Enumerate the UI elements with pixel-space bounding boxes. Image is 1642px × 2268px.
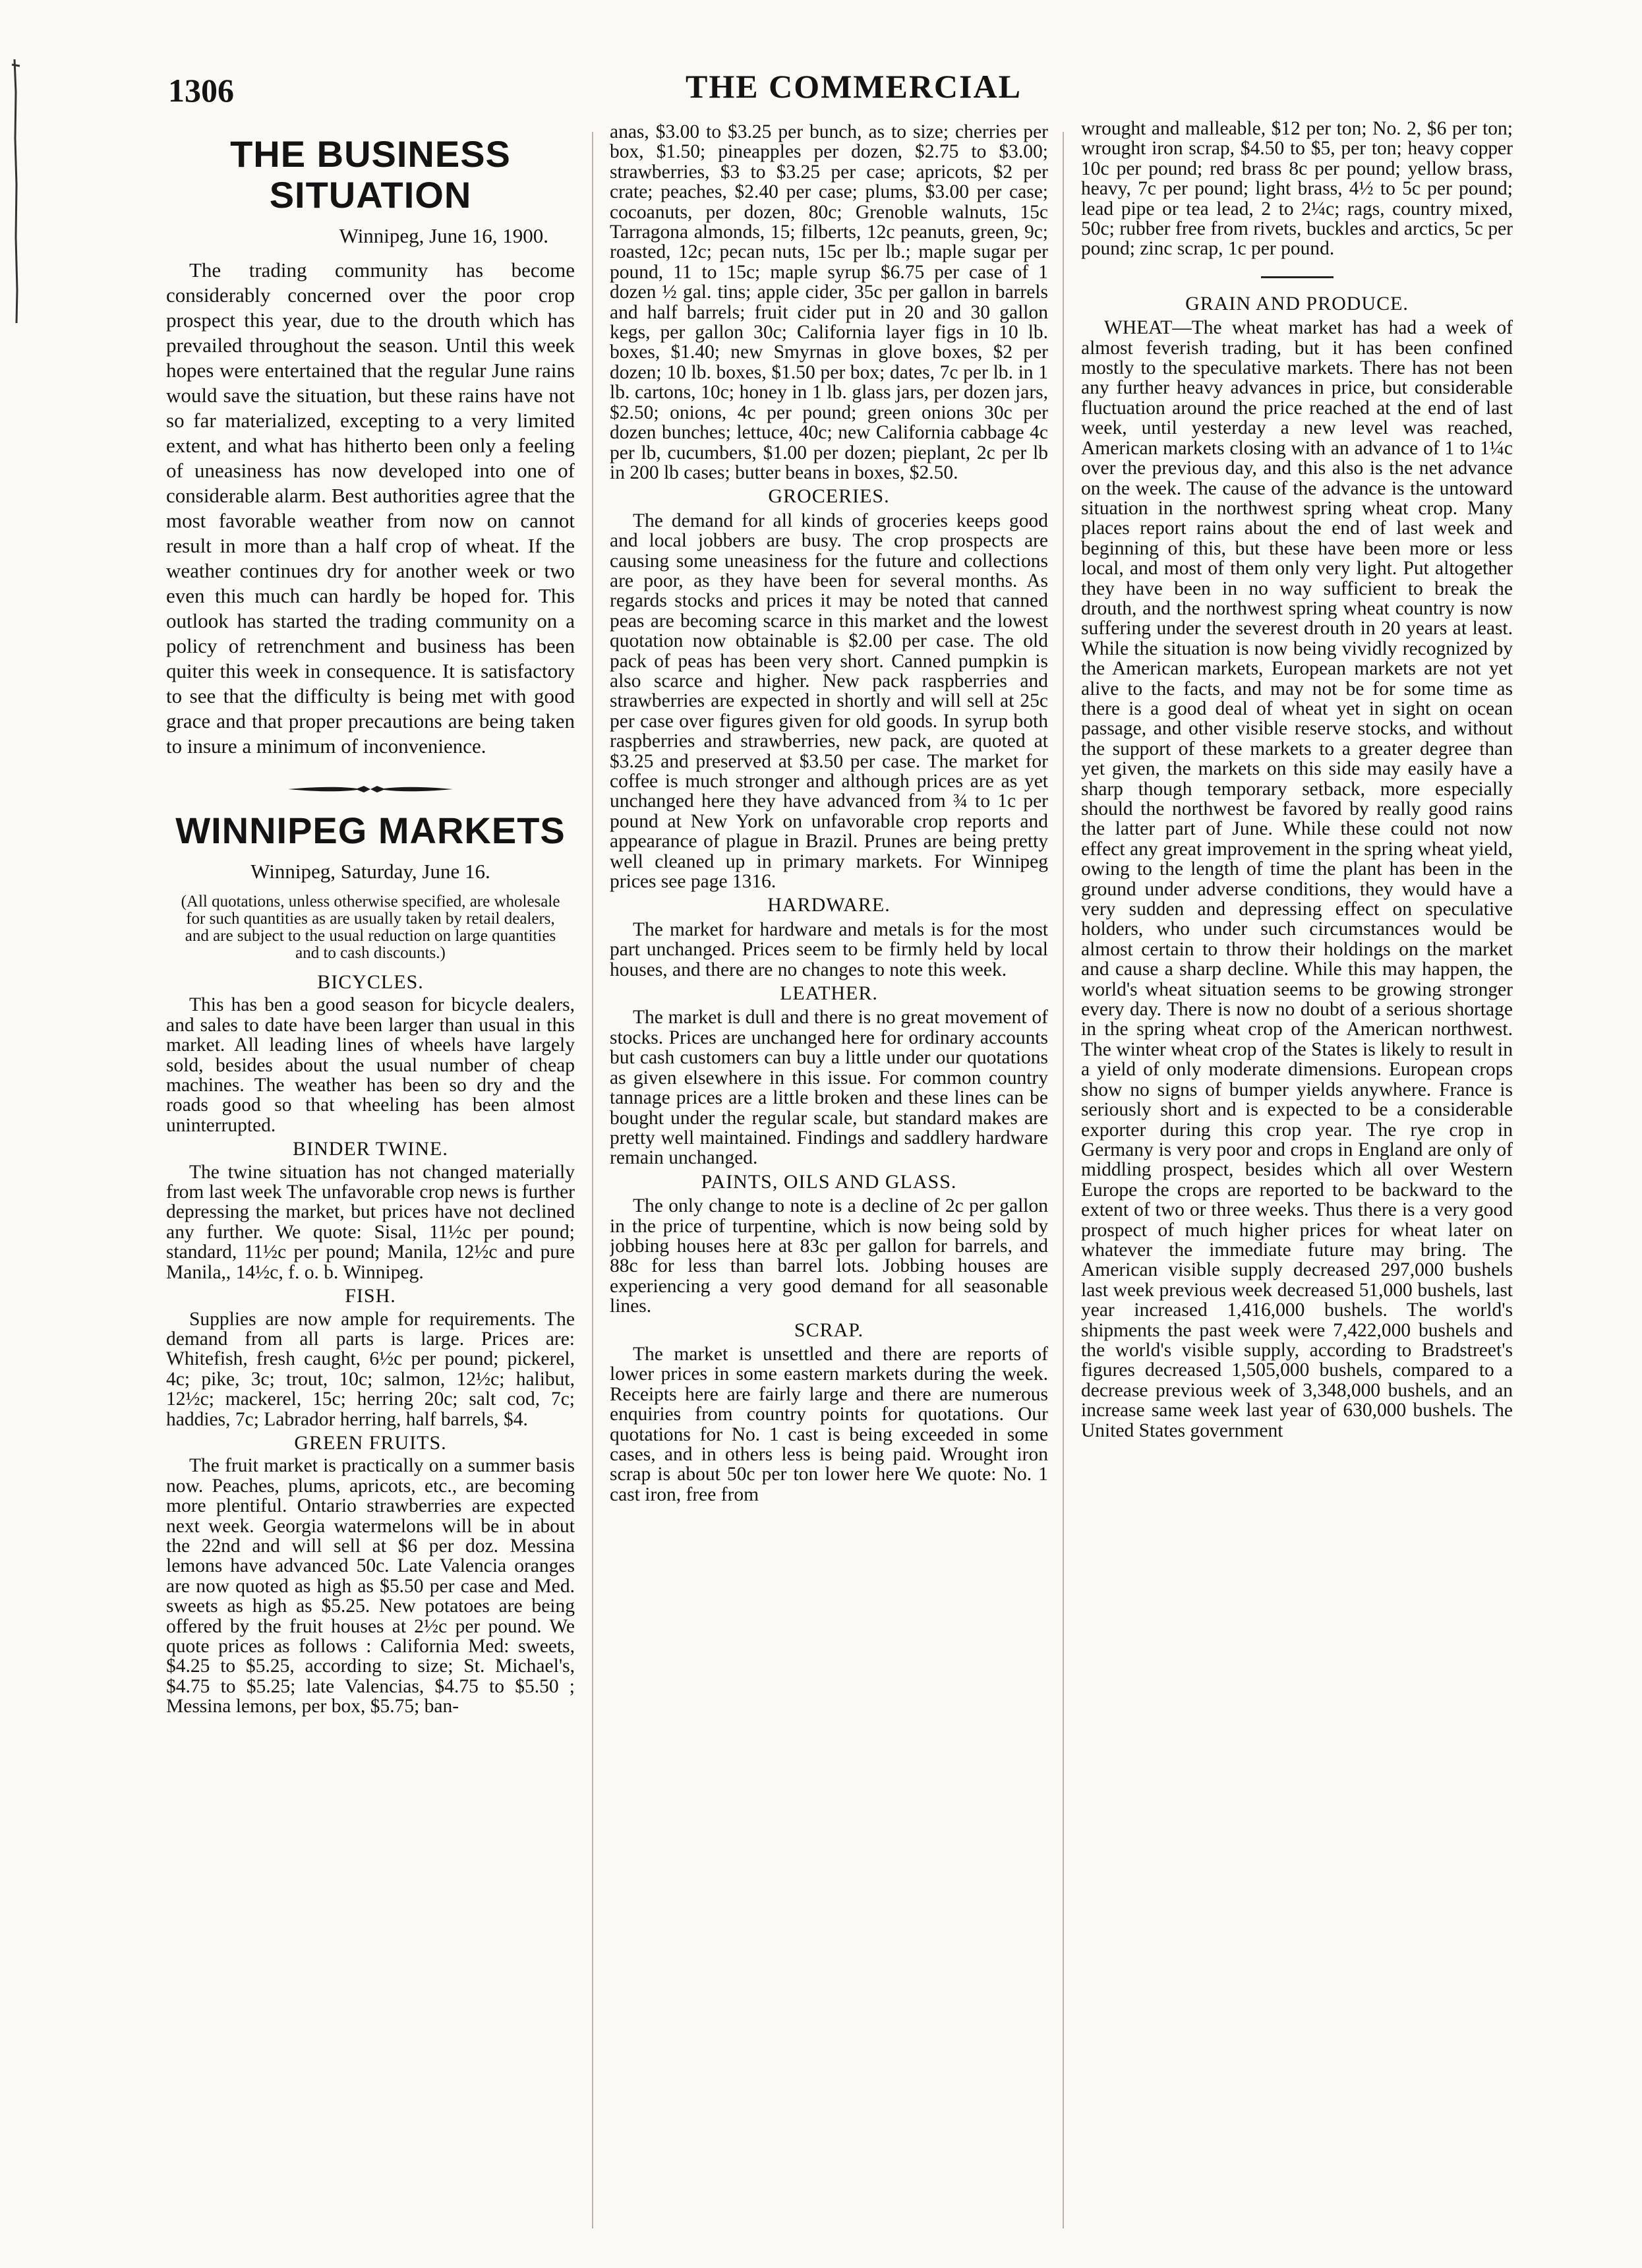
grain-produce-heading: GRAIN AND PRODUCE. — [1185, 292, 1409, 314]
scrap-continued: wrought and malleable, $12 per ton; No. 2, $6 per ton; wrought iron scrap, $4.50 to $5, per ton; heavy copper 10c per pound; red brass 8c per pound; yellow brass, heavy, 7c per pound; light brass, 4½ to 5c per pound; lead pipe or tea lead, 2 to 2¼c; rags, country mixed, 50c; rubber free from rivets, buckles and arctics, 5c per pound; zinc scrap, 1c per pound. — [1081, 119, 1513, 260]
quotations-note: (All quotations, unless otherwise specified, are wholesale for such quantities as are usually taken by retail dealers, and are subject to the usual reduction on large quantities and to cash discounts.) — [181, 893, 560, 962]
green-fruits-body: The fruit market is practically on a summer basis now. Peaches, plums, apricots, etc., are becoming more plentiful. Ontario strawberries are expected next week. Georgia watermelons will be in about the 22nd and will sell at $6 per doz. Messina lemons have advanced 50c. Late Valencia oranges are now quoted as high as $5.50 per case and Med. sweets as high as $5.25. New potatoes are being offered by the fruit houses at 2½c per pound. We quote prices as follows : California Med: sweets, $4.25 to $5.25, according to size; St. Michael's, $4.75 to $5.25; late Valencias, $4.75 to $5.50 ; Messina lemons, per box, $5.75; ban- — [166, 1455, 575, 1717]
bicycles-heading: BICYCLES. — [317, 971, 424, 993]
column-divider — [592, 132, 593, 2228]
page-number: 1306 — [168, 72, 234, 109]
leather-heading: LEATHER. — [780, 982, 878, 1005]
business-body: The trading community has become considerably concerned over the poor crop prospect this year, due to the drouth which has prevailed throughout the season. Until this week hopes were entertained that the regular June rains would save the situation, but these rains have not so far materialized, excepting to a very limited extent, and what has hitherto been only a feeling of uneasiness has now developed into one of considerable alarm. Best authorities agree that the most favorable weather from now on cannot result in more than a half crop of wheat. If the weather continues dry for another week or two even this much can hardly be hoped for. This outlook has started the trading community on a policy of retrenchment and business has been quiter this week in consequence. It is satisfactory to see that the difficulty is being met with good grace and that proper precautions are being taken to insure a minimum of inconvenience. — [166, 258, 575, 758]
column-1 — [166, 122, 575, 2232]
scrap-body: The market is unsettled and there are reports of lower prices in some eastern markets during the week. Receipts here are fairly large and there are numerous enquiries from country points for quotations. Our quotations for No. 1 cast is being exceeded in some cases, and in others less is being paid. Wrought iron scrap is about 50c per ton lower here We quote: No. 1 cast iron, free from — [610, 1343, 1048, 1505]
business-dateline: Winnipeg, June 16, 1900. — [339, 224, 548, 247]
paints-oils-glass-body: The only change to note is a decline of 2c per gallon in the price of turpentine, which is now being sold by jobbing houses here at 83c per gallon for barrels, and 88c for less than barrel lots. Jobbing houses are experiencing a very good demand for all seasonable lines. — [610, 1195, 1048, 1317]
winnipeg-markets-heading: WINNIPEG MARKETS — [175, 810, 566, 851]
bicycles-body: This has ben a good season for bicycle dealers, and sales to date have been larger than usual in this market. All leading lines of wheels have largely sold, besides about the usual number of cheap machines. The weather has been so dry and the roads good so that wheeling has been almost uninterrupted. — [166, 994, 575, 1136]
groceries-heading: GROCERIES. — [768, 485, 890, 508]
groceries-body: The demand for all kinds of groceries keeps good and local jobbers are busy. The crop prospects are causing some uneasiness for the future and collections are poor, as they have been for several months. As regards stocks and prices it may be noted that canned peas are becoming scarce in this market and the lowest quotation now obtainable is $2.00 per case. The old pack of peas has been very short. Canned pumpkin is also scarce and higher. New pack raspberries and strawberries are expected in shortly and will sell at 25c per case over figures given for old goods. In syrup both raspberries and strawberries, new pack, are quoted at $3.25 and preserved at $3.50 per case. The market for coffee is much stronger and although prices are as yet unchanged here they have advanced from ¾ to 1c per pound at New York on unfavorable crop reports and appearance of plague in Brazil. Prunes are being pretty well cleaned up in primary markets. For Winnipeg prices see page 1316. — [610, 510, 1048, 893]
masthead-title: THE COMMERCIAL — [686, 68, 1022, 105]
section-rule — [1261, 276, 1334, 278]
hardware-heading: HARDWARE. — [767, 894, 891, 916]
paints-oils-glass-heading: PAINTS, OILS AND GLASS. — [701, 1170, 957, 1193]
green-fruits-continued: anas, $3.00 to $3.25 per bunch, as to size; cherries per box, $1.50; pineapples per dozen, $2.75 to $3.00; strawberries, $3 to $3.25 per case; apricots, $2 per crate; peaches, $2.40 per case; plums, $3.00 per case; cocoanuts, per dozen, 80c; Grenoble walnuts, 15c Tarragona almonds, 15; filberts, 12c peanuts, green, 9c; roasted, 12c; pecan nuts, 15c per lb.; maple sugar per pound, 11 to 15c; maple syrup $6.75 per case of 1 dozen ½ gal. tins; apple cider, 35c per gallon in barrels and half barrels; fruit cider put in 20 and 30 gallon kegs, per gallon 30c; California layer figs in 10 lb. boxes, $1.40; new Smyrnas in glove boxes, $2 per dozen; 10 lb. boxes, $1.50 per box; dates, 7c per lb. in 1 lb. cartons, 10c; honey in 1 lb. glass jars, per dozen jars, $2.50; onions, 4c per pound; green onions 30c per dozen bunches; lettuce, 40c; new California cabbage 4c per lb, cucumbers, $1.00 per dozen; pieplant, 2c per lb in 200 lb cases; butter beans in boxes, $2.50. — [610, 122, 1048, 483]
business-situation-heading: THE BUSINESS SITUATION — [230, 133, 511, 216]
green-fruits-heading: GREEN FRUITS. — [294, 1431, 447, 1454]
column-3 — [1081, 119, 1513, 2228]
leather-body: The market is dull and there is no great movement of stocks. Prices are unchanged here for ordinary accounts but cash customers can buy a little under our quotations as given elsewhere in this issue. For common country tannage prices are a little broken and these lines can be bought under the regular scale, but standard makes are pretty well maintained. Findings and saddlery hardware remain unchanged. — [610, 1007, 1048, 1169]
column-divider — [1063, 132, 1064, 2228]
binder-twine-body: The twine situation has not changed materially from last week The unfavorable crop news is further depressing the market, but prices have not declined any further. We quote: Sisal, 11½c per pound; standard, 11½c per pound; Manila, 12½c and pure Manila,, 14½c, f. o. b. Winnipeg. — [166, 1161, 575, 1283]
scrap-heading: SCRAP. — [794, 1319, 864, 1341]
grain-produce-body: WHEAT—The wheat market has had a week of almost feverish trading, but it has been confined mostly to the speculative markets. There has not been any further heavy advances in price, but considerable fluctuation around the price reached at the end of last week, until yesterday a new level was reached, American markets closing with an advance of 1 to 1¼c over the previous day, and this also is the net advance on the week. The cause of the advance is the untoward situation in the northwest spring wheat crop. Many places report rains about the end of last week and beginning of this, but these have been more or less local, and most of them only very light. Put altogether they have been in no way sufficient to break the drouth, and the northwest spring wheat country is now suffering under the severest drouth in 20 years at least. While the situation is now being vividly recognized by the American markets, European markets are not yet alive to the facts, and may not be for some time as there is a good deal of wheat yet in sight on ocean passage, and other visible reserve stocks, and without the support of these markets to a greater degree than yet given, the markets on this side may easily have a sharp though temporary setback, more especially should the northwest be favored by really good rains the latter part of June. While these could not now effect any great improvement in the spring wheat yield, owing to the length of time the plant has been in the ground under adverse conditions, they would have a very sudden and depressing effect on speculative holders, who under such circumstances would be almost certain to throw their holdings on the market and cause a sharp decline. While this may happen, the world's wheat situation seems to be growing stronger every day. There is now no doubt of a serious shortage in the spring wheat crop of the American northwest. The winter wheat crop of the States is likely to result in a yield of only moderate dimensions. European crops show no signs of bumper yields anywhere. France is seriously short and is expected to be a considerable exporter during this crop year. The rye crop in Germany is very poor and crops in England are only of middling prospect, besides which all over Western Europe the crops are reported to be backward to the extent of two or three weeks. Thus there is a very good prospect of much higher prices for wheat later on whatever the immediate future may bring. The American visible supply decreased 297,000 bushels last week previous week decreased 51,000 bushels, last year increased 1,416,000 bushels. The world's shipments the past week were 7,422,000 bushels and the world's visible supply, according to Bradstreet's figures decreased 1,505,000 bushels, compared to a decrease previous week of 3,348,000 bushels, and an increase same week last year of 630,000 bushels. The United States government — [1081, 317, 1513, 1441]
markets-dateline: Winnipeg, Saturday, June 16. — [250, 860, 490, 883]
ornamental-rule-graphic — [285, 781, 456, 797]
hardware-body: The market for hardware and metals is for the most part unchanged. Prices seem to be firmly held by local houses, and there are no changes to note this week. — [610, 918, 1048, 980]
binder-twine-heading: BINDER TWINE. — [293, 1138, 448, 1160]
pencil-mark-graphic — [5, 53, 32, 330]
fish-heading: FISH. — [345, 1285, 396, 1307]
column-2 — [610, 122, 1048, 2232]
fish-body: Supplies are now ample for requirements. The demand from all parts is large. Prices are: Whitefish, fresh caught, 6½c per pound; pickerel, 4c; pike, 3c; trout, 10c; salmon, 12½c; halibut, 12½c; mackerel, 15c; herring 20c; salt cod, 7c; haddies, 7c; Labrador herring, half barrels, $4. — [166, 1308, 575, 1430]
